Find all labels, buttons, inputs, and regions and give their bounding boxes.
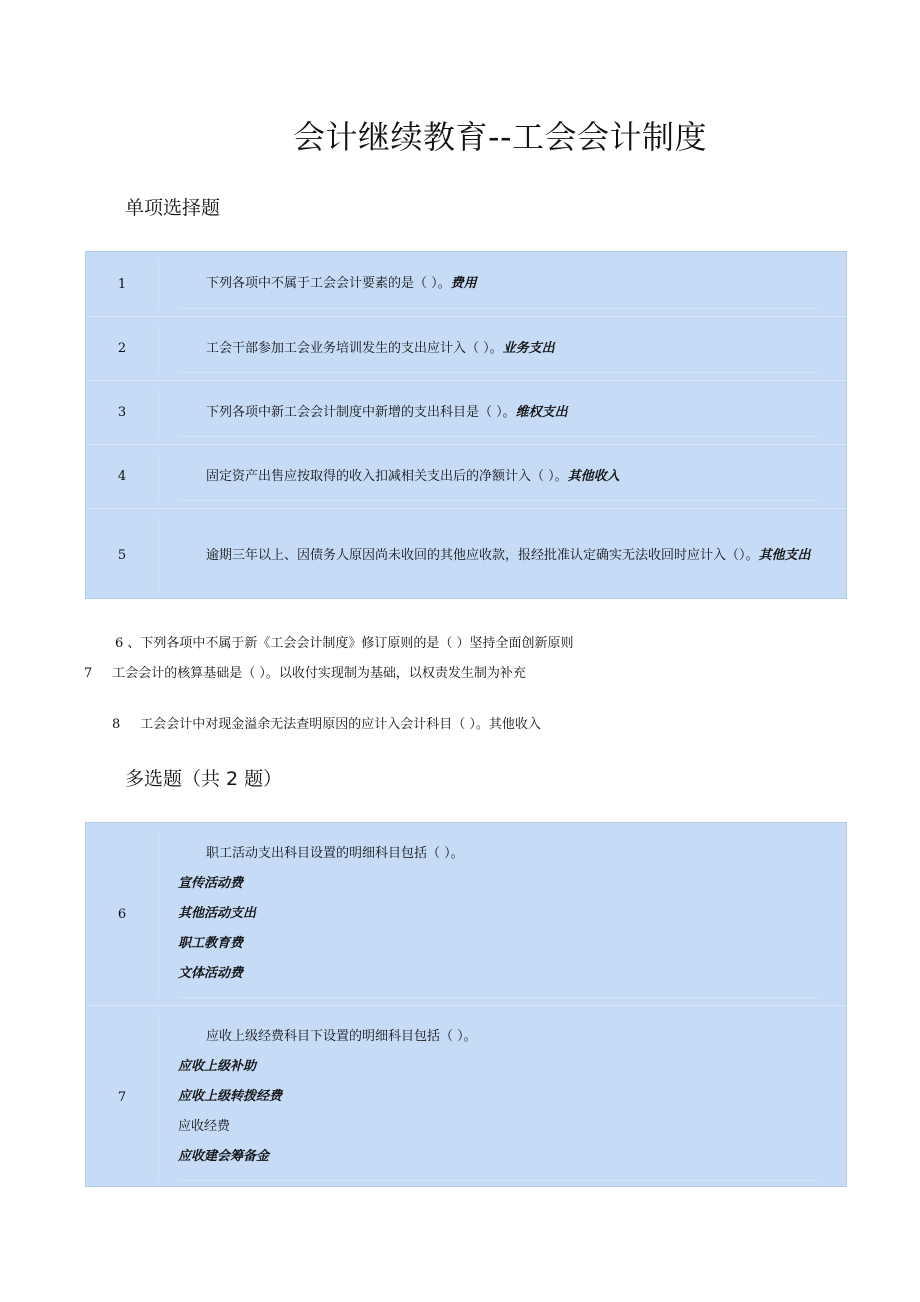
question-number: 1 bbox=[117, 276, 127, 292]
option-text: 应收经费 bbox=[178, 1119, 231, 1134]
question-number: 2 bbox=[117, 341, 127, 356]
question-number: 7 bbox=[84, 666, 93, 681]
question-cell bbox=[178, 445, 818, 508]
option-text: 文体活动费 bbox=[178, 966, 244, 981]
option-text: 职工教育费 bbox=[178, 936, 244, 951]
table-row bbox=[86, 823, 846, 1005]
plain-question bbox=[84, 662, 526, 681]
question-number: 8 bbox=[112, 717, 121, 732]
table-row bbox=[86, 252, 846, 316]
question-text: 应收上级经费科目下设置的明细科目包括（ ）。 bbox=[206, 1029, 477, 1044]
question-cell bbox=[178, 823, 818, 1005]
question-text: 工会会计的核算基础是（ ）。以收付实现制为基础，以权责发生制为补充 bbox=[112, 666, 526, 681]
question-cell bbox=[178, 509, 818, 602]
plain-question bbox=[115, 632, 574, 651]
table-row bbox=[86, 316, 846, 380]
table-row bbox=[86, 1005, 846, 1188]
multi-choice-table bbox=[85, 822, 847, 1187]
option-text: 其他活动支出 bbox=[178, 906, 257, 921]
table-row bbox=[86, 380, 846, 444]
document-title: 会计继续教育--工会会计制度 bbox=[292, 118, 708, 156]
single-choice-table bbox=[85, 251, 847, 599]
question-number: 3 bbox=[117, 405, 127, 420]
question-number: 4 bbox=[117, 469, 127, 484]
answer-text: 费用 bbox=[450, 276, 477, 291]
question-cell bbox=[178, 317, 818, 380]
answer-text: 维权支出 bbox=[515, 404, 568, 420]
multi-choice-heading: 多选题（共 2 题） bbox=[125, 768, 283, 790]
answer-text: 其他支出 bbox=[758, 547, 811, 563]
question-number: 7 bbox=[117, 1089, 127, 1105]
question-text: 逾期三年以上、因债务人原因尚未收回的其他应收款，报经批准认定确实无法收回时应计入（）。 bbox=[206, 547, 759, 563]
question-cell bbox=[178, 1006, 818, 1188]
question-number: 6 bbox=[117, 906, 127, 922]
question-number: 6 bbox=[115, 636, 124, 651]
question-text: 、下列各项中不属于新《工会会计制度》修订原则的是（ ）坚持全面创新原则 bbox=[127, 636, 574, 651]
question-text: 下列各项中不属于工会会计要素的是（ ）。 bbox=[206, 276, 451, 291]
question-text: 职工活动支出科目设置的明细科目包括（ ）。 bbox=[206, 846, 464, 861]
question-text: 固定资产出售应按取得的收入扣减相关支出后的净额计入（ ）。 bbox=[206, 468, 568, 484]
single-choice-heading: 单项选择题 bbox=[125, 197, 221, 219]
answer-text: 业务支出 bbox=[502, 340, 555, 356]
question-text: 工会干部参加工会业务培训发生的支出应计入（ ）。 bbox=[206, 340, 503, 356]
table-row bbox=[86, 508, 846, 602]
question-cell bbox=[178, 381, 818, 444]
option-text: 宣传活动费 bbox=[178, 876, 244, 891]
option-text: 应收上级补助 bbox=[178, 1059, 257, 1074]
option-text: 应收上级转拨经费 bbox=[178, 1089, 283, 1104]
answer-text: 其他收入 bbox=[567, 468, 620, 484]
plain-question bbox=[112, 713, 541, 732]
question-number: 5 bbox=[117, 548, 127, 563]
question-text: 下列各项中新工会会计制度中新增的支出科目是（ ）。 bbox=[206, 404, 516, 420]
option-text: 应收建会筹备金 bbox=[178, 1149, 270, 1164]
question-text: 工会会计中对现金溢余无法查明原因的应计入会计科目（ ）。其他收入 bbox=[140, 717, 541, 732]
question-cell bbox=[178, 252, 818, 316]
table-row bbox=[86, 444, 846, 508]
